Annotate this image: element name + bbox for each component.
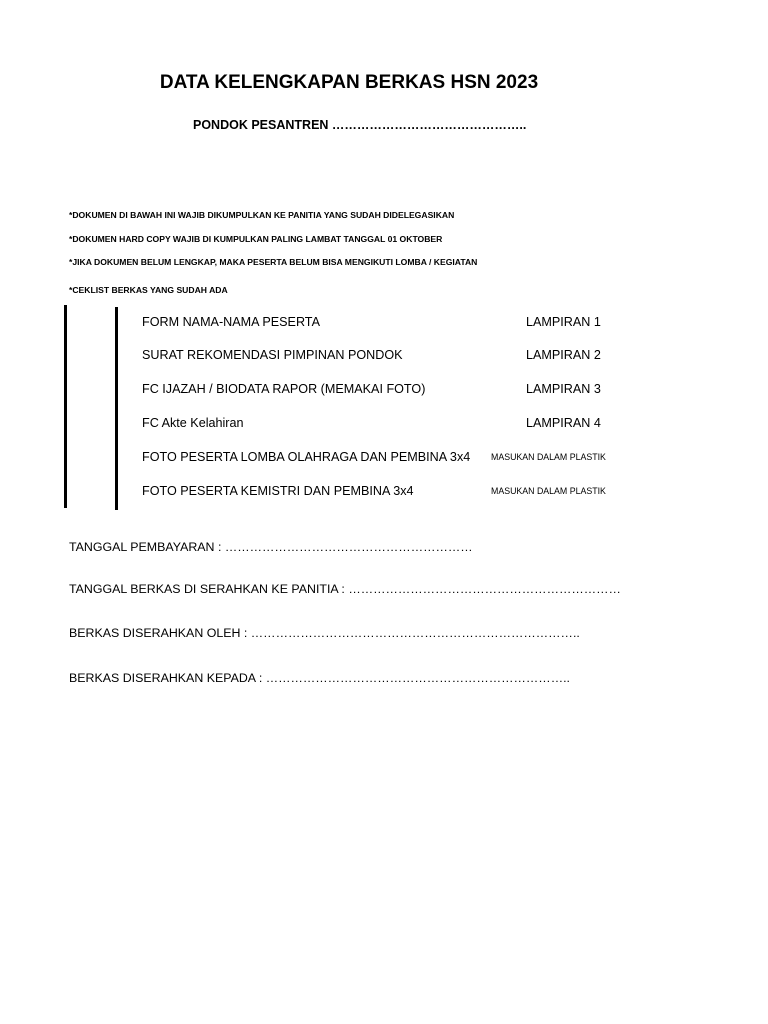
tanggal-berkas-diserahkan-field: TANGGAL BERKAS DI SERAHKAN KE PANITIA : ………………………………………………………… xyxy=(69,582,621,596)
checklist-item-label: FC IJAZAH / BIODATA RAPOR (MEMAKAI FOTO) xyxy=(142,382,426,396)
note-batas-waktu: *DOKUMEN HARD COPY WAJIB DI KUMPULKAN PALING LAMBAT TANGGAL 01 OKTOBER xyxy=(69,234,443,244)
checklist-item-label: FOTO PESERTA KEMISTRI DAN PEMBINA 3x4 xyxy=(142,484,414,498)
pondok-pesantren-line: PONDOK PESANTREN ……………………………………….. xyxy=(193,118,527,132)
checklist-item-label: FORM NAMA-NAMA PESERTA xyxy=(142,315,320,329)
document-title: DATA KELENGKAPAN BERKAS HSN 2023 xyxy=(159,72,539,93)
checklist-item-label: SURAT REKOMENDASI PIMPINAN PONDOK xyxy=(142,348,403,362)
checklist-border-left xyxy=(64,305,67,508)
checklist-item-label: FOTO PESERTA LOMBA OLAHRAGA DAN PEMBINA 3x4 xyxy=(142,450,471,464)
checklist-item-attachment: LAMPIRAN 2 xyxy=(526,348,601,362)
berkas-diserahkan-oleh-field: BERKAS DISERAHKAN OLEH : …………………………………………………………………….. xyxy=(69,626,580,640)
checklist-item-attachment: MASUKAN DALAM PLASTIK xyxy=(491,486,606,496)
note-wajib-dikumpulkan: *DOKUMEN DI BAWAH INI WAJIB DIKUMPULKAN KE PANITIA YANG SUDAH DIDELEGASIKAN xyxy=(69,210,455,220)
tanggal-pembayaran-field: TANGGAL PEMBAYARAN : …………………………………………………… xyxy=(69,540,473,554)
note-ceklist: *CEKLIST BERKAS YANG SUDAH ADA xyxy=(69,285,228,295)
berkas-diserahkan-kepada-field: BERKAS DISERAHKAN KEPADA : ……………………………………………………………….. xyxy=(69,671,570,685)
checklist-item-attachment: LAMPIRAN 4 xyxy=(526,416,601,430)
checklist-item-attachment: LAMPIRAN 3 xyxy=(526,382,601,396)
checklist-item-attachment: LAMPIRAN 1 xyxy=(526,315,601,329)
checklist-border-right xyxy=(115,307,118,510)
checklist-item-attachment: MASUKAN DALAM PLASTIK xyxy=(491,452,606,462)
note-belum-lengkap: *JIKA DOKUMEN BELUM LENGKAP, MAKA PESERTA BELUM BISA MENGIKUTI LOMBA / KEGIATAN xyxy=(69,257,478,267)
checklist-item-label: FC Akte Kelahiran xyxy=(142,416,244,430)
